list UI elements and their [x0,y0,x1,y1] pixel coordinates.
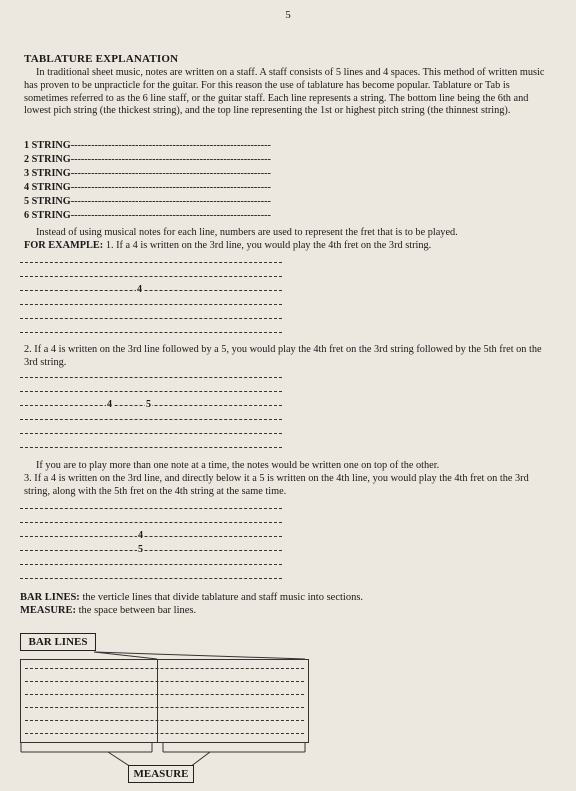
string-row-6: 6 STRING----------------------------------------------------------- [24,210,271,221]
tab-line [20,391,282,392]
tab-line [25,694,304,695]
tab-line [20,290,282,291]
example-lead: FOR EXAMPLE: [24,240,104,251]
string-row-3: 3 STRING----------------------------------------------------------- [24,168,271,179]
string-row-5: 5 STRING----------------------------------------------------------- [24,196,271,207]
definition-text: the space between bar lines. [78,605,197,616]
tab-line [20,522,282,523]
tab-line [25,733,304,734]
tab-line [20,508,282,509]
string-row-2: 2 STRING----------------------------------------------------------- [24,154,271,165]
string-label: 2 STRING [24,154,71,165]
tab-line [20,318,282,319]
tab-line [20,332,282,333]
example-1-text [24,240,556,253]
tab-staff-example-3 [20,508,282,580]
tab-line [25,681,304,682]
tab-staff-example-1 [20,262,282,334]
string-label: 5 STRING [24,196,71,207]
intro-paragraph: In traditional sheet music, notes are written on a staff. A staff consists of 5 lines and 4 spaces. This method of written music has proven to be unpracticle for the guitar. For this reason the use of tablature has become popular. Tablature or Tab is sometimes referred to as the 6 line staff, or the guitar staff. Each line represents a string. The bottom line being the 6th and lowest pich string (the thickest string), and the top line representing the 1st or highest pitch string (the thinnest string). [24,67,545,117]
tab-line [20,447,282,448]
bar-line-middle [157,659,158,743]
string-row-4: 4 STRING----------------------------------------------------------- [24,182,271,193]
fret-number: 4 [138,530,143,541]
string-label: 4 STRING [24,182,71,193]
tab-line [20,536,282,537]
page-number: 5 [285,9,291,21]
tab-line [20,377,282,378]
fret-number: 5 [138,544,143,555]
definition-text: the verticle lines that divide tablature and staff music into sections. [82,592,364,603]
fret-number: 4 [137,284,142,295]
tab-line [20,262,282,263]
tab-line [25,720,304,721]
tab-line [20,433,282,434]
definition-term: MEASURE: [20,605,77,616]
fret-number: 5 [146,399,151,410]
example-2-text: 2. If a 4 is written on the 3rd line followed by a 5, you would play the 4th fret on the 3rd string followed by the 5th fret on the 3rd string. [24,344,542,368]
tab-line [20,550,282,551]
fret-number: 4 [107,399,112,410]
string-label: 6 STRING [24,210,71,221]
tab-line [20,564,282,565]
tab-line [20,276,282,277]
tab-line [20,578,282,579]
example-1-body: 1. If a 4 is written on the 3rd line, you would play the 4th fret on the 3rd string. [105,240,432,251]
tab-line [25,707,304,708]
string-row-1: 1 STRING----------------------------------------------------------- [24,140,271,151]
definition-term: BAR LINES: [20,592,80,603]
multi-note-paragraph: If you are to play more than one note at a time, the notes would be written one on top of the other. [36,460,440,471]
tab-line [25,668,304,669]
bar-lines-definition [20,591,363,604]
bar-lines-diagram-staff [20,659,309,743]
measure-label: MEASURE [128,765,194,783]
numbers-paragraph: Instead of using musical notes for each line, numbers are used to represent the fret that is to be played. [36,227,458,238]
section-heading: TABLATURE EXPLANATION [24,53,179,65]
example-3-text: 3. If a 4 is written on the 3rd line, and directly below it a 5 is written on the 4th line, you would play the 4th fret on the 3rd string, along with the 5th fret on the 4th string at the same time. [24,473,529,497]
tab-line [20,419,282,420]
tab-line [20,304,282,305]
string-label: 1 STRING [24,140,71,151]
measure-definition [20,604,196,617]
tab-staff-example-2 [20,377,282,449]
bar-lines-label: BAR LINES [20,633,96,651]
string-label: 3 STRING [24,168,71,179]
